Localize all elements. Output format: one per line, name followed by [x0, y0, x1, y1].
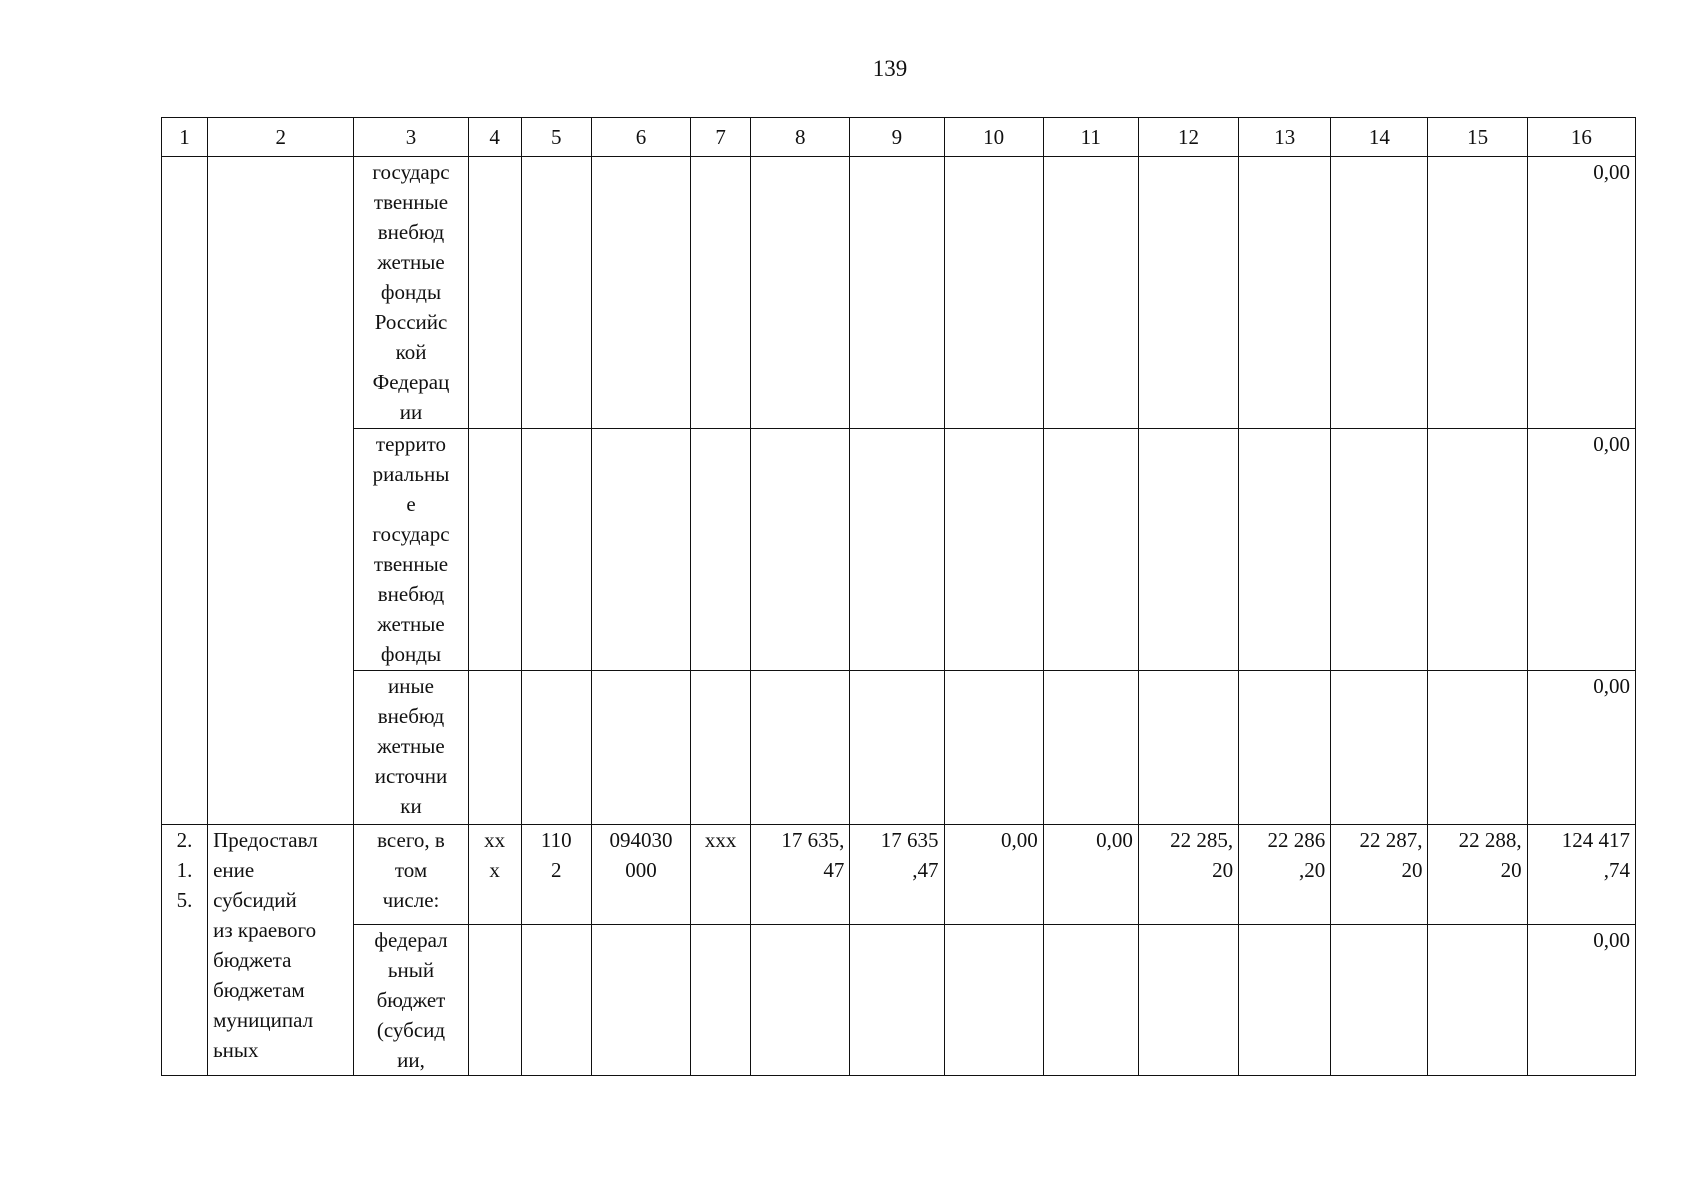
value-cell: хх х — [468, 825, 521, 925]
table-row — [162, 429, 1636, 671]
item-name-cell: Предоставл ение субсидий из краевого бюджета бюджетам муниципал ьных — [208, 825, 354, 1076]
value-cell: 094030 000 — [591, 825, 690, 925]
column-header: 7 — [691, 118, 751, 157]
page-number: 139 — [872, 56, 908, 81]
source-cell: федерал ьный бюджет (субсид ии, — [354, 925, 468, 1076]
budget-table — [161, 117, 1636, 1076]
column-header: 8 — [751, 118, 850, 157]
column-header: 6 — [591, 118, 690, 157]
column-header: 11 — [1043, 118, 1138, 157]
header-row — [162, 118, 1636, 157]
column-header: 4 — [468, 118, 521, 157]
column-header: 12 — [1138, 118, 1238, 157]
source-cell: государс твенные внебюд жетные фонды Российс кой Федерац ии — [354, 157, 468, 429]
total-cell: 0,00 — [1527, 671, 1635, 825]
column-header: 2 — [208, 118, 354, 157]
value-cell: 22 287, 20 — [1331, 825, 1428, 925]
item-number-cell — [162, 157, 208, 825]
value-cell: 0,00 — [1043, 825, 1138, 925]
table-row — [162, 671, 1636, 825]
column-header: 3 — [354, 118, 468, 157]
source-cell: всего, в том числе: — [354, 825, 468, 925]
column-header: 1 — [162, 118, 208, 157]
table-row — [162, 825, 1636, 925]
total-cell: 124 417 ,74 — [1527, 825, 1635, 925]
value-cell: 22 285, 20 — [1138, 825, 1238, 925]
value-cell: 0,00 — [944, 825, 1043, 925]
column-header: 16 — [1527, 118, 1635, 157]
value-cell: ххх — [691, 825, 751, 925]
source-cell: иные внебюд жетные источни ки — [354, 671, 468, 825]
value-cell: 17 635, 47 — [751, 825, 850, 925]
column-header: 15 — [1428, 118, 1527, 157]
item-name-cell — [208, 157, 354, 825]
value-cell: 110 2 — [521, 825, 591, 925]
column-header: 14 — [1331, 118, 1428, 157]
column-header: 10 — [944, 118, 1043, 157]
value-cell: 22 286 ,20 — [1239, 825, 1331, 925]
item-number-cell: 2. 1. 5. — [162, 825, 208, 1076]
total-cell: 0,00 — [1527, 925, 1635, 1076]
value-cell: 22 288, 20 — [1428, 825, 1527, 925]
column-header: 13 — [1239, 118, 1331, 157]
table-row — [162, 157, 1636, 429]
total-cell: 0,00 — [1527, 429, 1635, 671]
column-header: 9 — [850, 118, 944, 157]
source-cell: террито риальны е государс твенные внебюд жетные фонды — [354, 429, 468, 671]
value-cell: 17 635 ,47 — [850, 825, 944, 925]
column-header: 5 — [521, 118, 591, 157]
total-cell: 0,00 — [1527, 157, 1635, 429]
table-row — [162, 925, 1636, 1076]
